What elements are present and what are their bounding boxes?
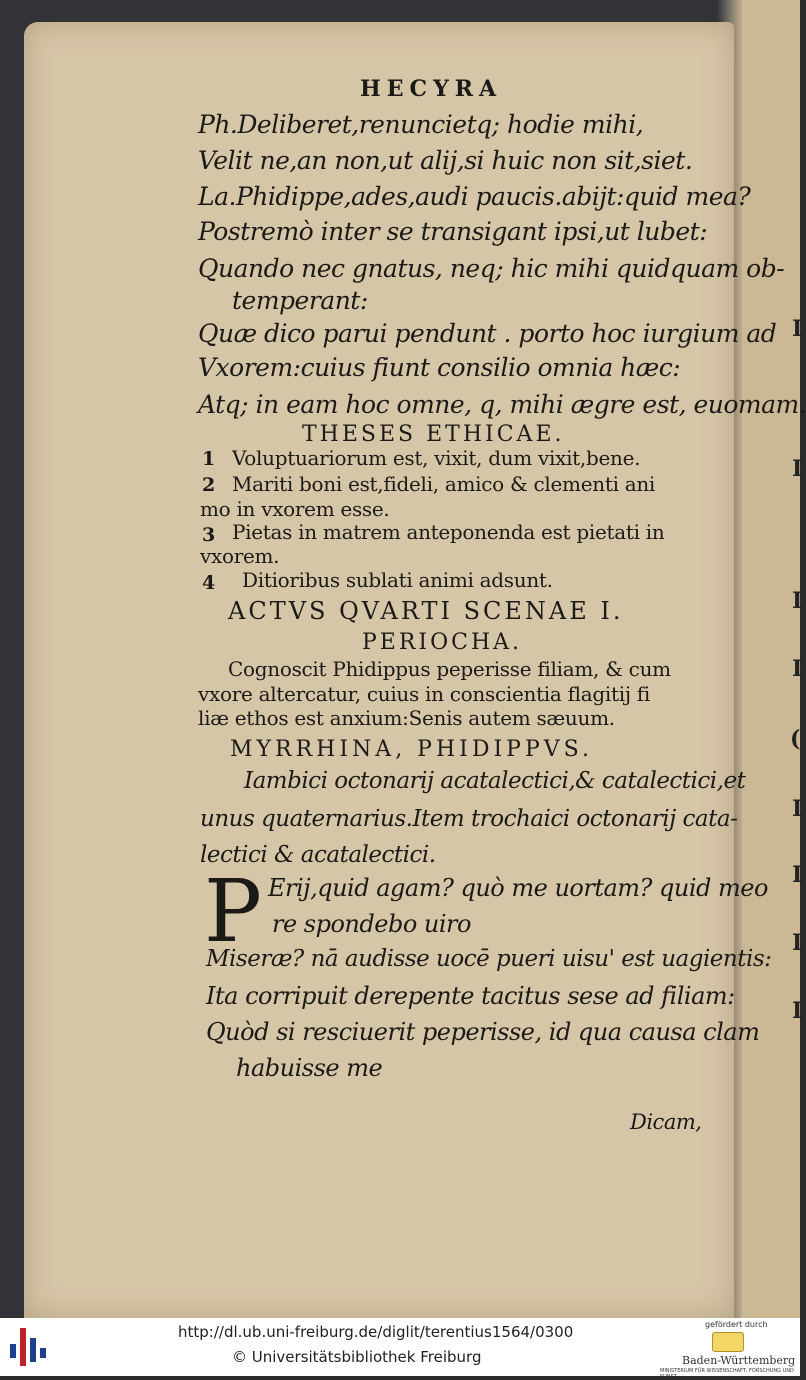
coat-of-arms-icon xyxy=(712,1332,744,1352)
running-head: HECYRA xyxy=(360,76,503,102)
scene-line: Quòd si resciuerit peperisse, id qua causa clam xyxy=(206,1018,760,1046)
facing-page-glyph: I xyxy=(792,316,803,342)
verse-line: La.Phidippe,ades,audi paucis.abijt:quid mea? xyxy=(198,182,751,211)
theses-heading: THESES ETHICAE. xyxy=(302,422,565,447)
catchword: Dicam, xyxy=(630,1110,702,1134)
thesis-number: 4 xyxy=(202,572,216,594)
verse-line: Quæ dico parui pendunt . porto hoc iurgium ad xyxy=(198,319,777,348)
meter-line: Iambici octonarij acatalectici,& catalectici,et xyxy=(244,768,746,794)
viewer-footer xyxy=(0,1318,800,1380)
scene-line: Erij,quid agam? quò me uortam? quid meo xyxy=(268,874,768,902)
thesis-text: Voluptuariorum est, vixit, dum vixit,bene. xyxy=(232,446,641,470)
ministry-text: MINISTERIUM FÜR WISSENSCHAFT, FORSCHUNG UND KUNST xyxy=(660,1368,794,1380)
thesis-text: Ditioribus sublati animi adsunt. xyxy=(242,568,553,592)
verse-line: Quando nec gnatus, neq; hic mihi quidquam ob- xyxy=(198,254,785,283)
periocha-heading: PERIOCHA. xyxy=(362,630,523,655)
periocha-line: liæ ethos est anxium:Senis autem sæuum. xyxy=(198,706,615,730)
verse-line: temperant: xyxy=(232,286,368,315)
scene-line: Ita corripuit derepente tacitus sese ad filiam: xyxy=(206,982,735,1010)
verse-line: Vxorem:cuius fiunt consilio omnia hæc: xyxy=(198,353,681,382)
facing-page-glyph: I xyxy=(792,796,803,822)
scene-line: re spondebo uiro xyxy=(272,910,471,938)
thesis-text: vxorem. xyxy=(200,544,280,568)
speakers-heading: MYRRHINA, PHIDIPPVS. xyxy=(230,737,593,762)
meter-line: lectici & acatalectici. xyxy=(200,842,436,868)
sponsor-label: gefördert durch xyxy=(705,1320,768,1329)
verse-line: Ph.Deliberet,renuncietq; hodie mihi, xyxy=(198,110,644,139)
facing-page-glyph: I xyxy=(792,930,803,956)
facing-page-edge xyxy=(742,0,803,1318)
verse-line: Postremò inter se transigant ipsi,ut lubet: xyxy=(198,217,708,246)
verse-line: Velit ne,an non,ut alij,si huic non sit,siet. xyxy=(198,146,693,175)
periocha-line: Cognoscit Phidippus peperisse filiam, & cum xyxy=(228,657,671,681)
library-logo xyxy=(10,1326,46,1368)
facing-page-glyph: I xyxy=(792,862,803,888)
verse-line: Atq; in eam hoc omne, q, mihi ægre est, euomam. xyxy=(198,390,806,419)
thesis-number: 1 xyxy=(202,448,216,470)
scene-line: Miseræ? nā audisse uocē pueri uisu' est uagientis: xyxy=(206,946,772,972)
thesis-text: mo in vxorem esse. xyxy=(200,497,390,521)
facing-page-glyph: ( xyxy=(790,726,801,752)
scene-line: habuisse me xyxy=(236,1054,383,1082)
drop-cap: P xyxy=(204,862,262,962)
thesis-number: 3 xyxy=(202,524,216,546)
periocha-line: vxore altercatur, cuius in conscientia flagitij fi xyxy=(198,682,650,706)
copyright-text: © Universitätsbibliothek Freiburg xyxy=(232,1348,482,1366)
meter-line: unus quaternarius.Item trochaici octonarij cata- xyxy=(200,806,738,832)
thesis-number: 2 xyxy=(202,474,216,496)
facing-page-glyph: I xyxy=(792,456,803,482)
facing-page-glyph: I xyxy=(792,656,803,682)
act-heading: ACTVS QVARTI SCENAE I. xyxy=(228,597,624,625)
facing-page-glyph: I xyxy=(792,998,803,1024)
thesis-text: Pietas in matrem anteponenda est pietati in xyxy=(232,520,665,544)
thesis-text: Mariti boni est,fideli, amico & clementi ani xyxy=(232,472,656,496)
permalink[interactable]: http://dl.ub.uni-freiburg.de/diglit/terentius1564/0300 xyxy=(178,1323,574,1341)
facing-page-glyph: I xyxy=(792,588,803,614)
sponsor-name: Baden-Württemberg xyxy=(682,1354,796,1367)
